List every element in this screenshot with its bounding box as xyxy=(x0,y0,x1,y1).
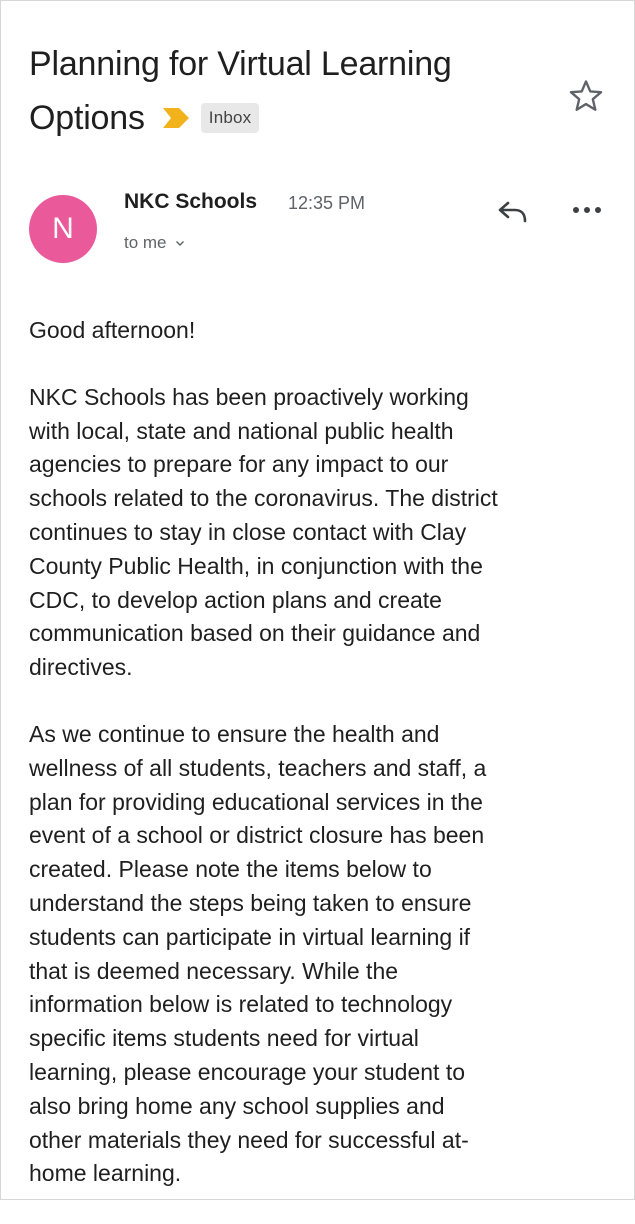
body-line: other materials they need for successful at- xyxy=(29,1126,469,1153)
star-icon[interactable] xyxy=(567,77,605,115)
body-line: information below is related to technology xyxy=(29,991,453,1018)
email-body xyxy=(29,314,614,1224)
body-line: NKC Schools has been proactively working xyxy=(29,383,469,410)
body-line: County Public Health, in conjunction with the xyxy=(29,552,483,579)
body-line: directives. xyxy=(29,654,133,681)
body-line: specific items students need for virtual xyxy=(29,1025,419,1052)
body-line: continues to stay in close contact with Clay xyxy=(29,518,467,545)
body-line: understand the steps being taken to ensure xyxy=(29,889,472,916)
email-subject xyxy=(29,37,549,145)
body-line: that is deemed necessary. While the xyxy=(29,957,399,984)
body-line: students can participate in virtual learning if xyxy=(29,923,471,950)
more-options-icon[interactable] xyxy=(571,203,603,217)
body-line: As we continue to ensure the health and xyxy=(29,720,440,747)
body-line: with local, state and national public health xyxy=(29,417,454,444)
inbox-label-badge[interactable]: Inbox xyxy=(201,103,260,133)
body-line: also bring home any school supplies and xyxy=(29,1092,445,1119)
body-line: plan for providing educational services in the xyxy=(29,788,483,815)
body-line: agencies to prepare for any impact to our xyxy=(29,451,449,478)
recipient-label: to me xyxy=(124,233,167,252)
body-line: event of a school or district closure has been xyxy=(29,822,485,849)
reply-icon[interactable] xyxy=(495,197,529,227)
sent-time: 12:35 PM xyxy=(288,193,366,213)
body-paragraph-2 xyxy=(29,718,614,1191)
body-line: schools related to the coronavirus. The district xyxy=(29,485,498,512)
sender-avatar[interactable]: N xyxy=(29,195,97,263)
body-paragraph-1 xyxy=(29,381,614,685)
body-line: communication based on their guidance and xyxy=(29,620,481,647)
body-line: created. Please note the items below to xyxy=(29,856,432,883)
recipient-details-toggle[interactable] xyxy=(124,233,185,253)
body-line: home learning. xyxy=(29,1160,182,1187)
sender-name[interactable]: NKC Schools xyxy=(124,190,258,213)
subject-line-2-row xyxy=(29,91,549,145)
chevron-down-icon xyxy=(175,238,185,248)
subject-line-2: Options xyxy=(29,99,145,137)
importance-marker-icon[interactable] xyxy=(163,108,189,128)
body-line: CDC, to develop action plans and create xyxy=(29,586,442,613)
subject-line-1: Planning for Virtual Learning xyxy=(29,45,452,83)
body-line: wellness of all students, teachers and staff, a xyxy=(29,754,487,781)
body-line: learning, please encourage your student to xyxy=(29,1058,466,1085)
greeting: Good afternoon! xyxy=(29,317,196,343)
